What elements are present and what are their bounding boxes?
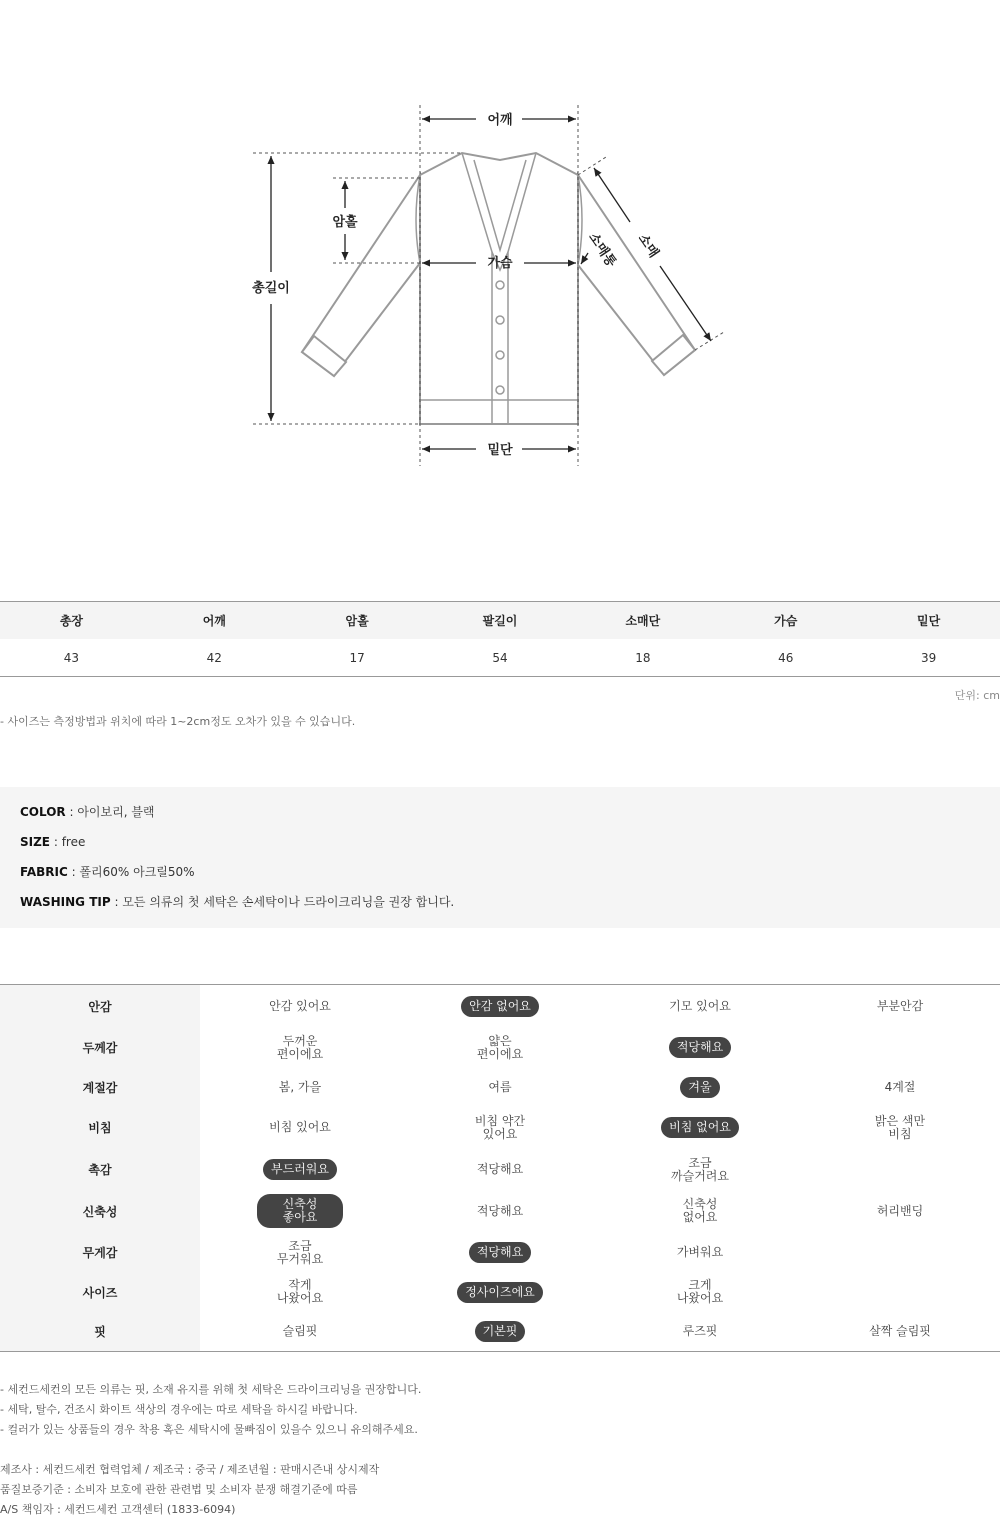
- info-key: WASHING TIP: [20, 895, 111, 909]
- feel-option-cell: [200, 1194, 400, 1228]
- feel-option-cell: [600, 1077, 800, 1098]
- size-header-cell: 암홀: [345, 614, 369, 628]
- feel-option: 4계절: [884, 1079, 916, 1094]
- size-table: [0, 601, 1000, 677]
- product-info-box: [0, 787, 1000, 928]
- feel-option-cell: [200, 1321, 400, 1342]
- feel-option-selected: 적당해요: [669, 1037, 731, 1058]
- size-value-cell: 18: [635, 650, 651, 665]
- feel-option-cell: [800, 1077, 1000, 1098]
- size-value-cell: 54: [492, 650, 508, 665]
- size-header-cell: 가슴: [774, 614, 798, 628]
- feel-option-cell: [600, 1153, 800, 1187]
- feel-option-cell: [400, 1201, 600, 1222]
- feel-option-cell: [800, 1201, 1000, 1222]
- feel-option-cell: [600, 1117, 800, 1138]
- feel-row-label: 비침: [0, 1106, 200, 1149]
- button-dot: [496, 316, 504, 324]
- feel-option-selected: 부드러워요: [263, 1159, 337, 1180]
- button-dot: [496, 281, 504, 289]
- size-value-cell: 42: [206, 650, 222, 665]
- feel-option-cell: [200, 1077, 400, 1098]
- feel-option-selected: 비침 없어요: [661, 1117, 739, 1138]
- size-value-cell: 43: [63, 650, 80, 665]
- size-table-row: [0, 639, 1000, 676]
- feel-row: [0, 1068, 1000, 1106]
- size-header-cell: 소매단: [625, 614, 661, 628]
- feel-row-label: 안감: [0, 985, 200, 1027]
- label-sleeve: 소매: [634, 231, 662, 261]
- feel-option: 밝은 색만 비침: [874, 1113, 926, 1141]
- feel-row: [0, 1149, 1000, 1190]
- feel-option-selected: 겨울: [680, 1077, 719, 1098]
- note-line: - 세탁, 탈수, 건조시 화이트 색상의 경우에는 따로 세탁을 하시길 바랍니다.: [0, 1403, 358, 1416]
- feel-option: 비침 약간 있어요: [474, 1113, 526, 1141]
- maker-line: A/S 책임자 : 세컨드세컨 고객센터 (1833-6094): [0, 1503, 236, 1516]
- feel-option-selected: 적당해요: [469, 1242, 531, 1263]
- feel-option-selected: 기본핏: [475, 1321, 526, 1342]
- feel-option-cell: [800, 1321, 1000, 1342]
- note-line: - 세컨드세컨의 모든 의류는 핏, 소재 유지를 위해 첫 세탁은 드라이크리닝을 권장합니다.: [0, 1383, 422, 1396]
- care-notes: [0, 1382, 421, 1442]
- feel-option-cell: [400, 1159, 600, 1180]
- feel-option-cell: [400, 1077, 600, 1098]
- feel-option-cell: [400, 1321, 600, 1342]
- feel-option-cell: [400, 1242, 600, 1263]
- feel-row: [0, 1232, 1000, 1273]
- button-dot: [496, 351, 504, 359]
- size-note: - 사이즈는 측정방법과 위치에 따라 1~2cm정도 오차가 있을 수 있습니다.: [0, 715, 356, 728]
- info-fabric: [20, 863, 980, 893]
- feel-option-cell: [200, 1275, 400, 1309]
- feel-option: 부분안감: [876, 998, 924, 1013]
- feel-row: [0, 1106, 1000, 1149]
- manufacturer-info: [0, 1462, 379, 1522]
- feel-row-label: 핏: [0, 1311, 200, 1351]
- feel-option: 봄, 가을: [278, 1079, 322, 1094]
- size-header-cell: 팔길이: [482, 614, 518, 628]
- size-header-cell: 총장: [59, 614, 84, 628]
- feel-option-cell: [600, 1275, 800, 1309]
- feel-option-cell: [800, 996, 1000, 1017]
- info-value: : free: [50, 835, 86, 849]
- feel-option: 가벼워요: [676, 1245, 724, 1259]
- label-armhole: 암홀: [332, 215, 358, 230]
- info-key: SIZE: [20, 835, 51, 849]
- cardigan-illustration: [0, 0, 1000, 600]
- feel-option: 허리밴딩: [876, 1203, 924, 1218]
- feel-row-label: 촉감: [0, 1149, 200, 1190]
- feel-row-label: 사이즈: [0, 1273, 200, 1311]
- info-color: [20, 803, 980, 833]
- feel-option-cell: [400, 1111, 600, 1145]
- feel-option-cell: [600, 996, 800, 1017]
- feel-option-cell: [800, 1111, 1000, 1145]
- feel-option-cell: [400, 996, 600, 1017]
- feel-row: [0, 1190, 1000, 1232]
- size-header-cell: 어깨: [202, 614, 226, 628]
- feel-option: 기모 있어요: [669, 998, 731, 1013]
- feel-row-label: 계절감: [0, 1068, 200, 1106]
- feel-option-cell: [200, 1159, 400, 1180]
- feel-option: 적당해요: [476, 1162, 524, 1176]
- info-washing-tip: [20, 893, 980, 923]
- feel-row: [0, 1311, 1000, 1351]
- feel-option: 살짝 슬림핏: [869, 1323, 931, 1338]
- button-dot: [496, 386, 504, 394]
- feel-option: 루즈핏: [682, 1323, 718, 1338]
- info-key: FABRIC: [20, 865, 68, 879]
- label-chest: 가슴: [487, 256, 513, 271]
- feel-option-cell: [400, 1031, 600, 1065]
- feel-option: 슬림핏: [282, 1323, 318, 1338]
- feel-option: 두꺼운 편이에요: [276, 1033, 324, 1061]
- info-size: [20, 833, 980, 863]
- info-value: : 모든 의류의 첫 세탁은 손세탁이나 드라이크리닝을 권장 합니다.: [110, 895, 455, 909]
- label-sleeve-cuff: 소매통: [585, 230, 619, 270]
- size-table-header: [0, 602, 1000, 639]
- maker-line: 품질보증기준 : 소비자 보호에 관한 관련법 및 소비자 분쟁 해결기준에 따름: [0, 1483, 358, 1496]
- feel-row-label: 두께감: [0, 1027, 200, 1068]
- label-shoulder: 어깨: [487, 113, 513, 128]
- feel-option: 적당해요: [476, 1203, 524, 1218]
- feel-option-cell: [600, 1037, 800, 1058]
- feel-option-cell: [200, 996, 400, 1017]
- feel-row: [0, 1273, 1000, 1311]
- info-value: : 폴리60% 아크릴50%: [67, 865, 195, 879]
- feel-option-cell: [600, 1242, 800, 1263]
- feel-option-cell: [200, 1031, 400, 1065]
- feel-row: [0, 1027, 1000, 1068]
- info-value: : 아이보리, 블랙: [65, 805, 155, 819]
- feel-option-cell: [200, 1236, 400, 1270]
- feel-option: 안감 있어요: [269, 998, 331, 1013]
- feel-option-cell: [600, 1321, 800, 1342]
- feel-option: 얇은 편이에요: [476, 1033, 524, 1061]
- feel-option: 작게 나왔어요: [276, 1278, 324, 1305]
- label-total-length: 총길이: [252, 281, 290, 296]
- feel-option: 크게 나왔어요: [676, 1278, 724, 1305]
- feel-option-cell: [200, 1117, 400, 1138]
- unit-label: 단위: cm: [954, 689, 1000, 702]
- feel-option: 조금 무거워요: [276, 1238, 324, 1266]
- fabric-feel-table: [0, 984, 1000, 1352]
- note-line: - 컬러가 있는 상품들의 경우 착용 혹은 세탁시에 물빠짐이 있을수 있으니 유의해주세요.: [0, 1423, 418, 1436]
- size-value-cell: 39: [920, 650, 937, 665]
- feel-option: 비침 있어요: [269, 1120, 331, 1134]
- info-key: COLOR: [20, 805, 66, 819]
- feel-option: 여름: [488, 1079, 512, 1094]
- feel-option: 신축성 없어요: [682, 1197, 718, 1224]
- feel-option-selected: 신축성 좋아요: [257, 1194, 343, 1228]
- label-hem: 밑단: [487, 443, 513, 458]
- size-value-cell: 46: [778, 650, 794, 665]
- feel-option-selected: 정사이즈에요: [457, 1282, 543, 1303]
- feel-option-cell: [400, 1282, 600, 1303]
- feel-option-cell: [600, 1194, 800, 1228]
- size-value-cell: 17: [349, 650, 365, 665]
- feel-option: 조금 까슬거려요: [671, 1155, 729, 1183]
- feel-row-label: 신축성: [0, 1190, 200, 1232]
- maker-line: 제조사 : 세컨드세컨 협력업체 / 제조국 : 중국 / 제조년월 : 판매시즌내 상시제작: [0, 1463, 380, 1476]
- feel-row-label: 무게감: [0, 1232, 200, 1273]
- measurement-diagram: [0, 0, 1000, 600]
- feel-option-selected: 안감 없어요: [461, 996, 539, 1017]
- feel-row: [0, 985, 1000, 1027]
- size-header-cell: 밑단: [916, 614, 941, 628]
